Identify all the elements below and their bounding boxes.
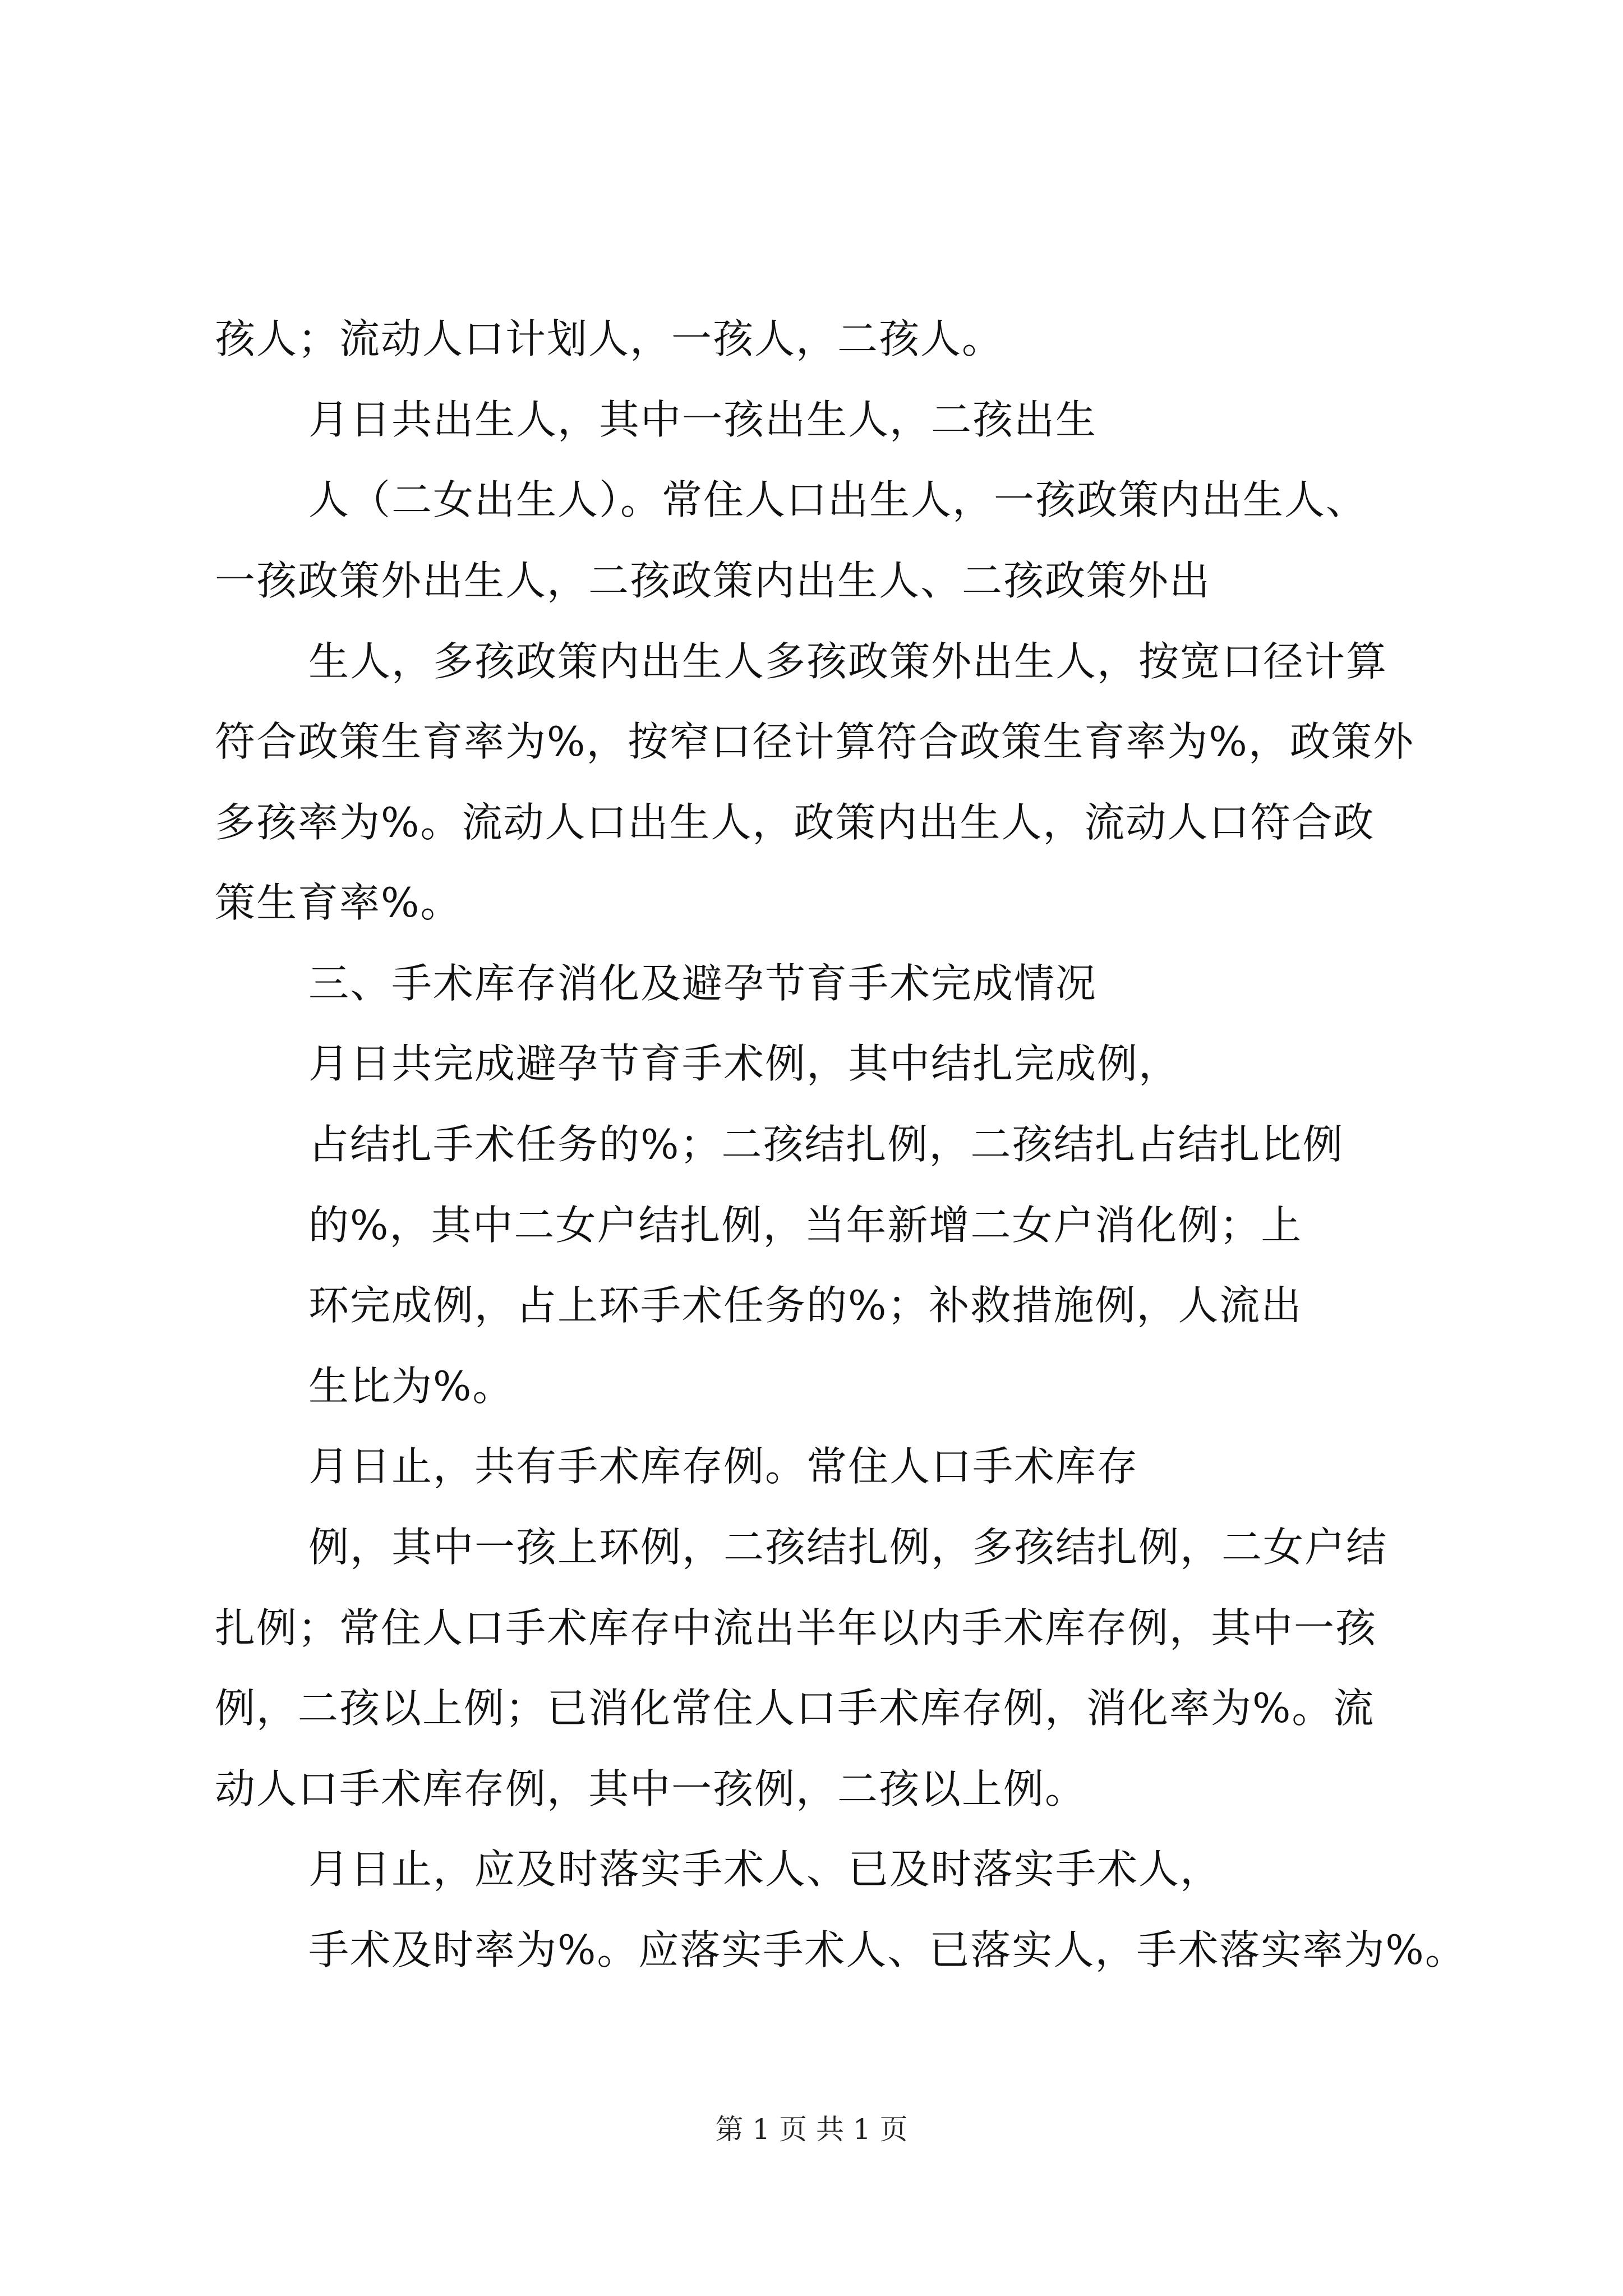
text-line: 人（二女出生人）。常住人口出生人，一孩政策内出生人、 bbox=[308, 476, 1368, 523]
text-line: 环完成例，占上环手术任务的%；补救措施例，人流出 bbox=[308, 1282, 1303, 1329]
text-line: 月日共出生人，其中一孩出生人，二孩出生 bbox=[308, 396, 1098, 443]
text-line: 占结扎手术任务的%；二孩结扎例，二孩结扎占结扎比例 bbox=[308, 1121, 1344, 1168]
text-line: 生人，多孩政策内出生人多孩政策外出生人，按宽口径计算 bbox=[308, 638, 1388, 685]
section-heading: 三、手术库存消化及避孕节育手术完成情况 bbox=[308, 960, 1098, 1007]
text-line: 例，二孩以上例；已消化常住人口手术库存例，消化率为%。流 bbox=[215, 1685, 1375, 1732]
text-line: 符合政策生育率为%，按窄口径计算符合政策生育率为%，政策外 bbox=[215, 718, 1414, 765]
text-line: 多孩率为%。流动人口出生人，政策内出生人，流动人口符合政 bbox=[215, 799, 1375, 846]
text-line: 月日止，应及时落实手术人、已及时落实手术人， bbox=[308, 1846, 1222, 1893]
text-line: 的%，其中二女户结扎例，当年新增二女户消化例；上 bbox=[308, 1202, 1303, 1249]
text-line: 手术及时率为%。应落实手术人、已落实人，手术落实率为%。 bbox=[308, 1926, 1467, 1973]
text-line: 生比为%。 bbox=[308, 1363, 514, 1410]
text-line: 例，其中一孩上环例，二孩结扎例，多孩结扎例，二女户结 bbox=[308, 1524, 1388, 1571]
text-line: 策生育率%。 bbox=[215, 879, 462, 926]
text-line: 月日止，共有手术库存例。常住人口手术库存 bbox=[308, 1443, 1139, 1490]
text-line: 一孩政策外出生人，二孩政策内出生人、二孩政策外出 bbox=[215, 557, 1211, 604]
text-line: 孩人；流动人口计划人，一孩人，二孩人。 bbox=[215, 315, 1004, 362]
text-line: 扎例；常住人口手术库存中流出半年以内手术库存例，其中一孩 bbox=[215, 1604, 1377, 1651]
page-footer: 第 1 页 共 1 页 bbox=[715, 2113, 908, 2146]
text-line: 动人口手术库存例，其中一孩例，二孩以上例。 bbox=[215, 1765, 1087, 1812]
text-line: 月日共完成避孕节育手术例，其中结扎完成例， bbox=[308, 1040, 1181, 1087]
